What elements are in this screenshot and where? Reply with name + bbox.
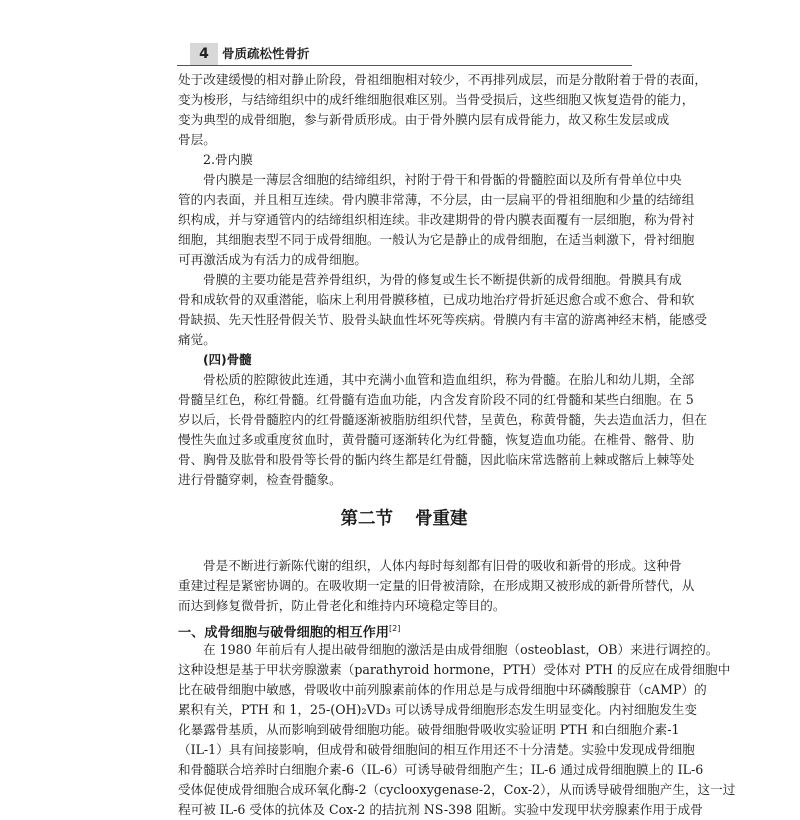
text-line: 在 1980 年前后有人提出破骨细胞的激活是由成骨细胞（osteoblast，OB）来进行调控的。 (203, 642, 719, 657)
heading-bone-marrow: (四)骨髓 (203, 352, 252, 367)
paragraph-bone-marrow (178, 370, 707, 490)
text-line: 进行骨髓穿刺，检查骨髓象。 (178, 472, 342, 487)
text-line: 受体促使成骨细胞合成环氧化酶-2（cyclooxygenase-2，Cox-2），从而诱导破骨细胞产生，这一过 (178, 782, 736, 797)
text-line: 化暴露骨基质，从而影响到破骨细胞功能。破骨细胞骨吸收实验证明 PTH 和白细胞介素-1 (178, 722, 680, 737)
running-title: 骨质疏松性骨折 (222, 46, 310, 61)
paragraph-endosteum (178, 170, 695, 270)
text-line: 痛觉。 (178, 332, 216, 347)
text-line: 管的内表面，并且相互连续。骨内膜非常薄，不分层，由一层扁平的骨祖细胞和少量的结缔组 (178, 192, 695, 207)
body-text (178, 70, 736, 820)
subheading-endosteum: 2.骨内膜 (203, 152, 253, 167)
text-line: 这种设想是基于甲状旁腺激素（parathyroid hormone，PTH）受体对 PTH 的反应在成骨细胞中 (178, 662, 731, 677)
text-line: 慢性失血过多或重度贫血时，黄骨髓可逐渐转化为红骨髓，恢复造血功能。在椎骨、髂骨、肋 (178, 432, 695, 447)
paragraph-interaction (178, 640, 736, 820)
text-line: 细胞，其细胞表型不同于成骨细胞。一般认为它是静止的成骨细胞，在适当刺激下，骨衬细胞 (178, 232, 695, 247)
paragraph-remodeling-intro (178, 556, 695, 616)
text-line: 骨膜的主要功能是营养骨组织，为骨的修复或生长不断提供新的成骨细胞。骨膜具有成 (203, 272, 682, 287)
text-line: 程可被 IL-6 受体的抗体及 Cox-2 的拮抗剂 NS-398 阻断。实验中发现甲状旁腺素作用于成骨 (178, 802, 703, 817)
text-line: 累积有关，PTH 和 1，25-(OH)₂VD₃ 可以诱导成骨细胞形态发生明显变化。内衬细胞发生变 (178, 702, 697, 717)
text-line: 骨、胸骨及肱骨和股骨等长骨的骺内终生都是红骨髓，因此临床常选髂前上棘或髂后上棘等处 (178, 452, 695, 467)
text-line: 处于改建缓慢的相对静止阶段，骨祖细胞相对较少，不再排列成层，而是分散附着于骨的表面， (178, 72, 707, 87)
text-line: 骨层。 (178, 132, 216, 147)
text-line: 骨和成软骨的双重潜能，临床上利用骨膜移植，已成功地治疗骨折延迟愈合或不愈合、骨和软 (178, 292, 695, 307)
text-line: 骨内膜是一薄层含细胞的结缔组织，衬附于骨干和骨骺的骨髓腔面以及所有骨单位中央 (203, 172, 682, 187)
text-line: 岁以后，长骨骨髓腔内的红骨髓逐渐被脂肪组织代替，呈黄色，称黄骨髓，失去造血活力，但在 (178, 412, 707, 427)
section-title (178, 494, 630, 544)
text-line: 变为梭形，与结缔组织中的成纤维细胞很难区别。当骨受损后，这些细胞又恢复造骨的能力， (178, 92, 695, 107)
heading-text: 一、成骨细胞与破骨细胞的相互作用 (178, 625, 389, 641)
text-line: 骨松质的腔隙彼此连通，其中充满小血管和造血组织，称为骨髓。在胎儿和幼儿期，全部 (203, 372, 695, 387)
text-line: 骨是不断进行新陈代谢的组织，人体内每时每刻都有旧骨的吸收和新骨的形成。这种骨 (203, 558, 682, 573)
header-rule (177, 65, 632, 66)
text-line: 重建过程是紧密协调的。在吸收期一定量的旧骨被清除，在形成期又被形成的新骨所替代，从 (178, 578, 695, 593)
text-line: 和骨髓联合培养时白细胞介素-6（IL-6）可诱导破骨细胞产生；IL-6 通过成骨细胞膜上的 IL-6 (178, 762, 704, 777)
text-line: 骨髓呈红色，称红骨髓。红骨髓有造血功能，内含发育阶段不同的红骨髓和某些白细胞。在 5 (178, 392, 694, 407)
paragraph-periosteum-end (178, 70, 707, 150)
page-header (177, 43, 632, 65)
text-line: 变为典型的成骨细胞，参与新骨质形成。由于骨外膜内层有成骨能力，故又称生发层或成 (178, 112, 670, 127)
section-name: 骨重建 (415, 509, 468, 529)
text-line: 织构成，并与穿通管内的结缔组织相连续。非改建期骨的骨内膜表面覆有一层细胞，称为骨衬 (178, 212, 695, 227)
text-line: 骨缺损、先天性胫骨假关节、股骨头缺血性坏死等疾病。骨膜内有丰富的游离神经末梢，能感受 (178, 312, 707, 327)
heading-osteoblast-osteoclast (178, 618, 630, 640)
text-line: （IL-1）具有间接影响，但成骨和破骨细胞间的相互作用还不十分清楚。实验中发现成骨细胞 (178, 742, 695, 757)
text-line: 可再激活成为有活力的成骨细胞。 (178, 252, 367, 267)
section-label: 第二节 (340, 509, 393, 529)
paragraph-periosteum-function (178, 270, 707, 350)
text-line: 比在破骨细胞中敏感，骨吸收中前列腺素前体的作用总是与成骨细胞中环磷酸腺苷（cAMP）的 (178, 682, 707, 697)
citation-ref: [2] (389, 624, 401, 633)
text-line: 而达到修复微骨折，防止骨老化和维持内环境稳定等目的。 (178, 598, 506, 613)
page-number: 4 (190, 43, 218, 65)
